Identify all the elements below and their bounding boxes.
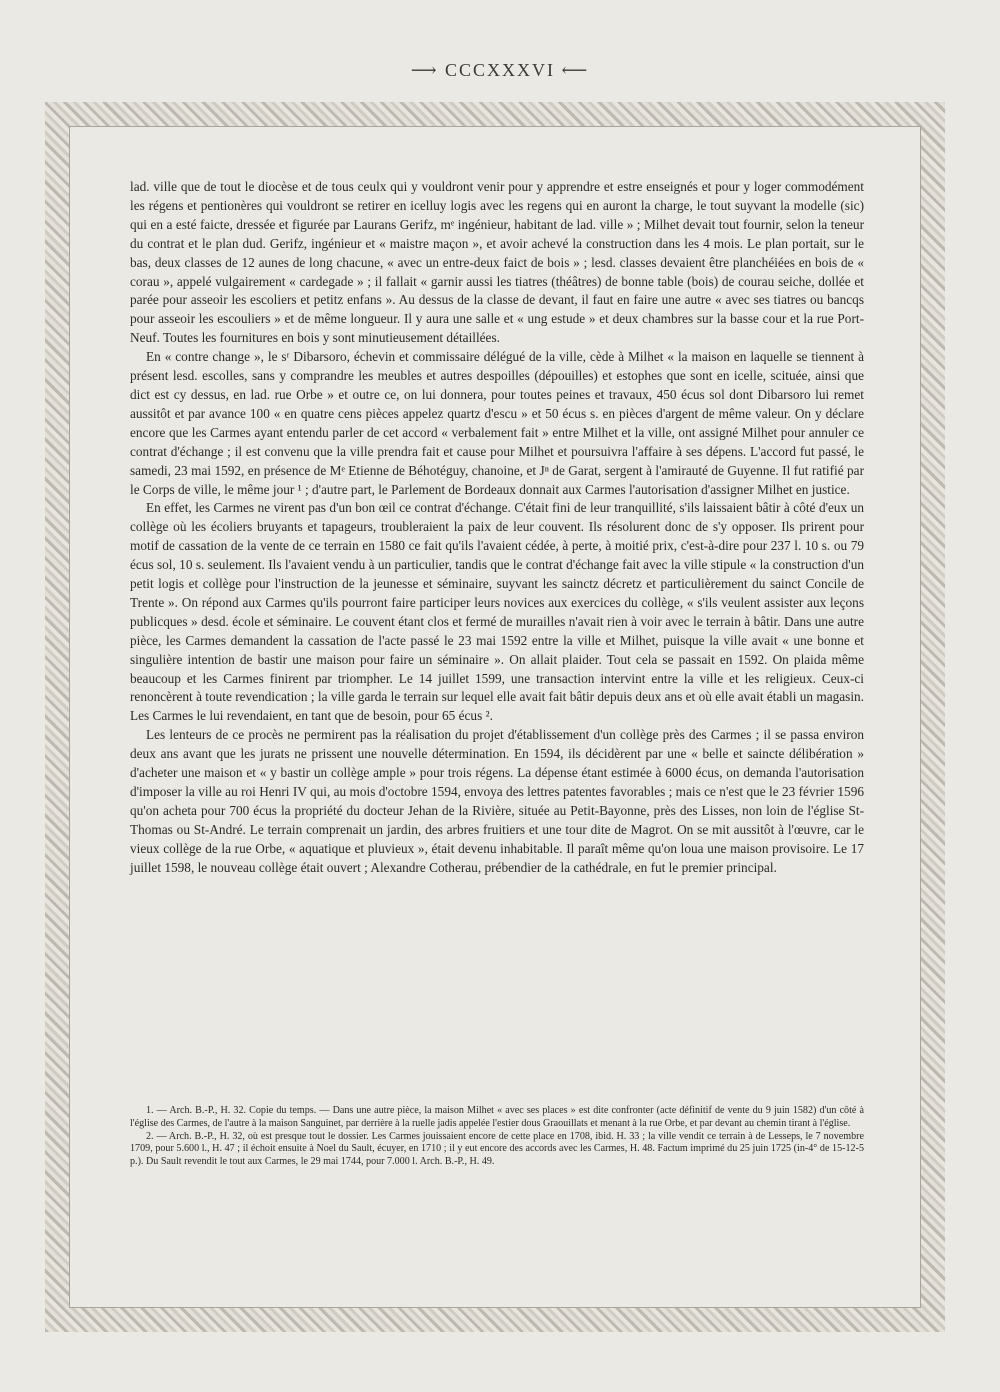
page-number: ⟶ CCCXXXVI ⟵ xyxy=(410,60,590,80)
footnote: 2. — Arch. B.-P., H. 32, où est presque tout le dossier. Les Carmes jouissaient encore de cette place en 1708, ibid. H. 33 ; la ville vendit ce terrain à de Lesseps, le 7 novembre 1709, pour 5.600 l., H. 47 ; il échoit ensuite à Noel du Sault, écuyer, en 1710 ; il y eut encore des accords avec les Carmes, H. 48. Factum imprimé du 25 juin 1725 (in-4° de 15-12-5 p.). Du Sault revendit le tout aux Carmes, le 29 mai 1744, pour 7.000 l. Arch. B.-P., H. 49. xyxy=(130,1130,864,1168)
main-text xyxy=(130,178,864,878)
footnote: 1. — Arch. B.-P., H. 32. Copie du temps. — Dans une autre pièce, la maison Milhet « avec ses places » est dite confronter (acte définitif de vente du 9 juin 1582) d'un côté à l'église des Carmes, de l'autre à la maison Sanguinet, par derrière à la ruelle jadis appelée l'estier dous Graouillats et menant à la rue Orbe, et par devant au chemin tirant à l'église. xyxy=(130,1105,864,1129)
paragraph: En effet, les Carmes ne virent pas d'un bon œil ce contrat d'échange. C'était fini de leur tranquillité, s'ils laissaient bâtir à côté d'eux un collège où les écoliers bruyants et tapageurs, troubleraient la paix de leur couvent. Ils résolurent donc de s'y opposer. Ils prirent pour motif de cassation de la vente de ce terrain en 1580 ce fait qu'ils l'avaient cédée, à perte, à moitié prix, c'est-à-dire pour 237 l. 10 s. ou 79 écus sol, 10 s. seulement. Ils l'avaient vendu à un particulier, tandis que le contrat d'échange fait avec la ville stipule « la construction d'un petit logis et collège pour l'instruction de la jeunesse et séminaire, suyvant les sainctz décretz et particulièrement du sainct Concile de Trente ». On répond aux Carmes qu'ils pourront faire participer leurs novices aux exercices du collège, « s'ils veulent assister aux leçons publicques » desd. école et séminaire. Le couvent étant clos et fermé de murailles n'avait rien à voir avec le terrain à bâtir. Dans une autre pièce, les Carmes demandent la cassation de l'acte passé le 23 mai 1592 entre la ville et Milhet, puisque la ville avait « une bonne et singulière intention de bastir une maison pour faire un séminaire ». On allait plaider. Tout cela se passait en 1592. On plaida même beaucoup et les Carmes finirent par triompher. Le 14 juillet 1599, une transaction intervint entre la ville et les religieux. Ceux-ci renoncèrent à toute revendication ; la ville garda le terrain sur lequel elle avait fait bâtir depuis deux ans et où elle avait établi un magasin. Les Carmes le lui revendaient, en tant que de besoin, pour 65 écus ². xyxy=(130,500,864,724)
paragraph: lad. ville que de tout le diocèse et de tous ceulx qui y vouldront venir pour y apprendre et estre enseignés et pour y loger commodément les régens et pentionères qui vouldront se retirer en icelluy logis avec les regens qui en auront la charge, le tout suyvant la modelle (sic) qui en a esté faicte, dressée et figurée par Laurans Gerifz, mᵉ ingénieur, habitant de lad. ville » ; Milhet devait tout fournir, selon la teneur du contrat et le plan dud. Gerifz, ingénieur et « maistre maçon », et avoir achevé la construction dans les 4 mois. Le plan portait, sur le bas, deux classes de 12 aunes de long chacune, « avec un entre-deux faict de bois » ; lesd. classes devaient être planchéiées en bois de « corau », appelé vulgairement « cardegade » ; il fallait « garnir aussi les tiatres (théâtres) de bonne table (bois) de courau seiche, dollée et parée pour asseoir les escoliers et petitz enfans ». Au dessus de la classe de devant, il faut en faire une autre « avec ses tiatres ou bancqs pour asseoir les escouliers » et de même longueur. Il y aura une salle et « ung estude » et deux chambres sur la basse cour et la rue Port-Neuf. Toutes les fournitures en bois y sont minutieusement détaillées. xyxy=(130,179,864,346)
footnotes xyxy=(130,1105,864,1169)
paragraph: Les lenteurs de ce procès ne permirent pas la réalisation du projet d'établissement d'un collège près des Carmes ; il se passa environ deux ans avant que les jurats ne prissent une nouvelle détermination. En 1594, ils décidèrent par une « belle et saincte délibération » d'acheter une maison et « y bastir un collège ample » pour trois régens. La dépense étant estimée à 6000 écus, on demanda l'autorisation d'imposer la ville au roi Henri IV qui, au mois d'octobre 1594, envoya des lettres patentes favorables ; mais ce n'est que le 23 février 1596 qu'on acheta pour 700 écus la propriété du docteur Jehan de la Rivière, située au Petit-Bayonne, près des Lisses, non loin de l'église St-Thomas ou St-André. Le terrain comprenait un jardin, des arbres fruitiers et une tour dite de Magrot. On se mit aussitôt à l'œuvre, car le vieux collège de la rue Orbe, « aquatique et pluvieux », était devenu inhabitable. Il paraît même qu'on loua une maison provisoire. Le 17 juillet 1598, le nouveau collège était ouvert ; Alexandre Cotherau, prébendier de la cathédrale, en fut le premier principal. xyxy=(130,727,864,875)
paragraph: En « contre change », le sʳ Dibarsoro, échevin et commissaire délégué de la ville, cède à Milhet « la maison en laquelle se tiennent à présent lesd. escolles, sans y comprandre les meubles et autres despoilles (dépouilles) et estophes que sont en icelle, scituée, ainsi que dict est cy dessus, en lad. rue Orbe » et outre ce, on lui donnera, pour toutes peines et travaux, 450 écus sol dont Dibarsoro lui remet aussitôt et par avance 100 « en quatre cens pièces appelez quartz d'escu » et 50 écus s. en pièces d'argent de même valeur. On y déclare encore que les Carmes ayant entendu parler de cet accord « verbalement fait » entre Milhet et la ville, ont assigné Milhet pour annuler ce contrat d'échange ; il est convenu que la ville prendra fait et cause pour Milhet et poursuivra l'affaire à ses dépens. L'accord fut passé, le samedi, 23 mai 1592, en présence de Mᵉ Etienne de Béhotéguy, chanoine, et Jⁿ de Garat, sergent à l'amirauté de Guyenne. Il fut ratifié par le Corps de ville, le même jour ¹ ; d'autre part, le Parlement de Bordeaux donnait aux Carmes l'autorisation d'assigner Milhet en justice. xyxy=(130,349,864,497)
